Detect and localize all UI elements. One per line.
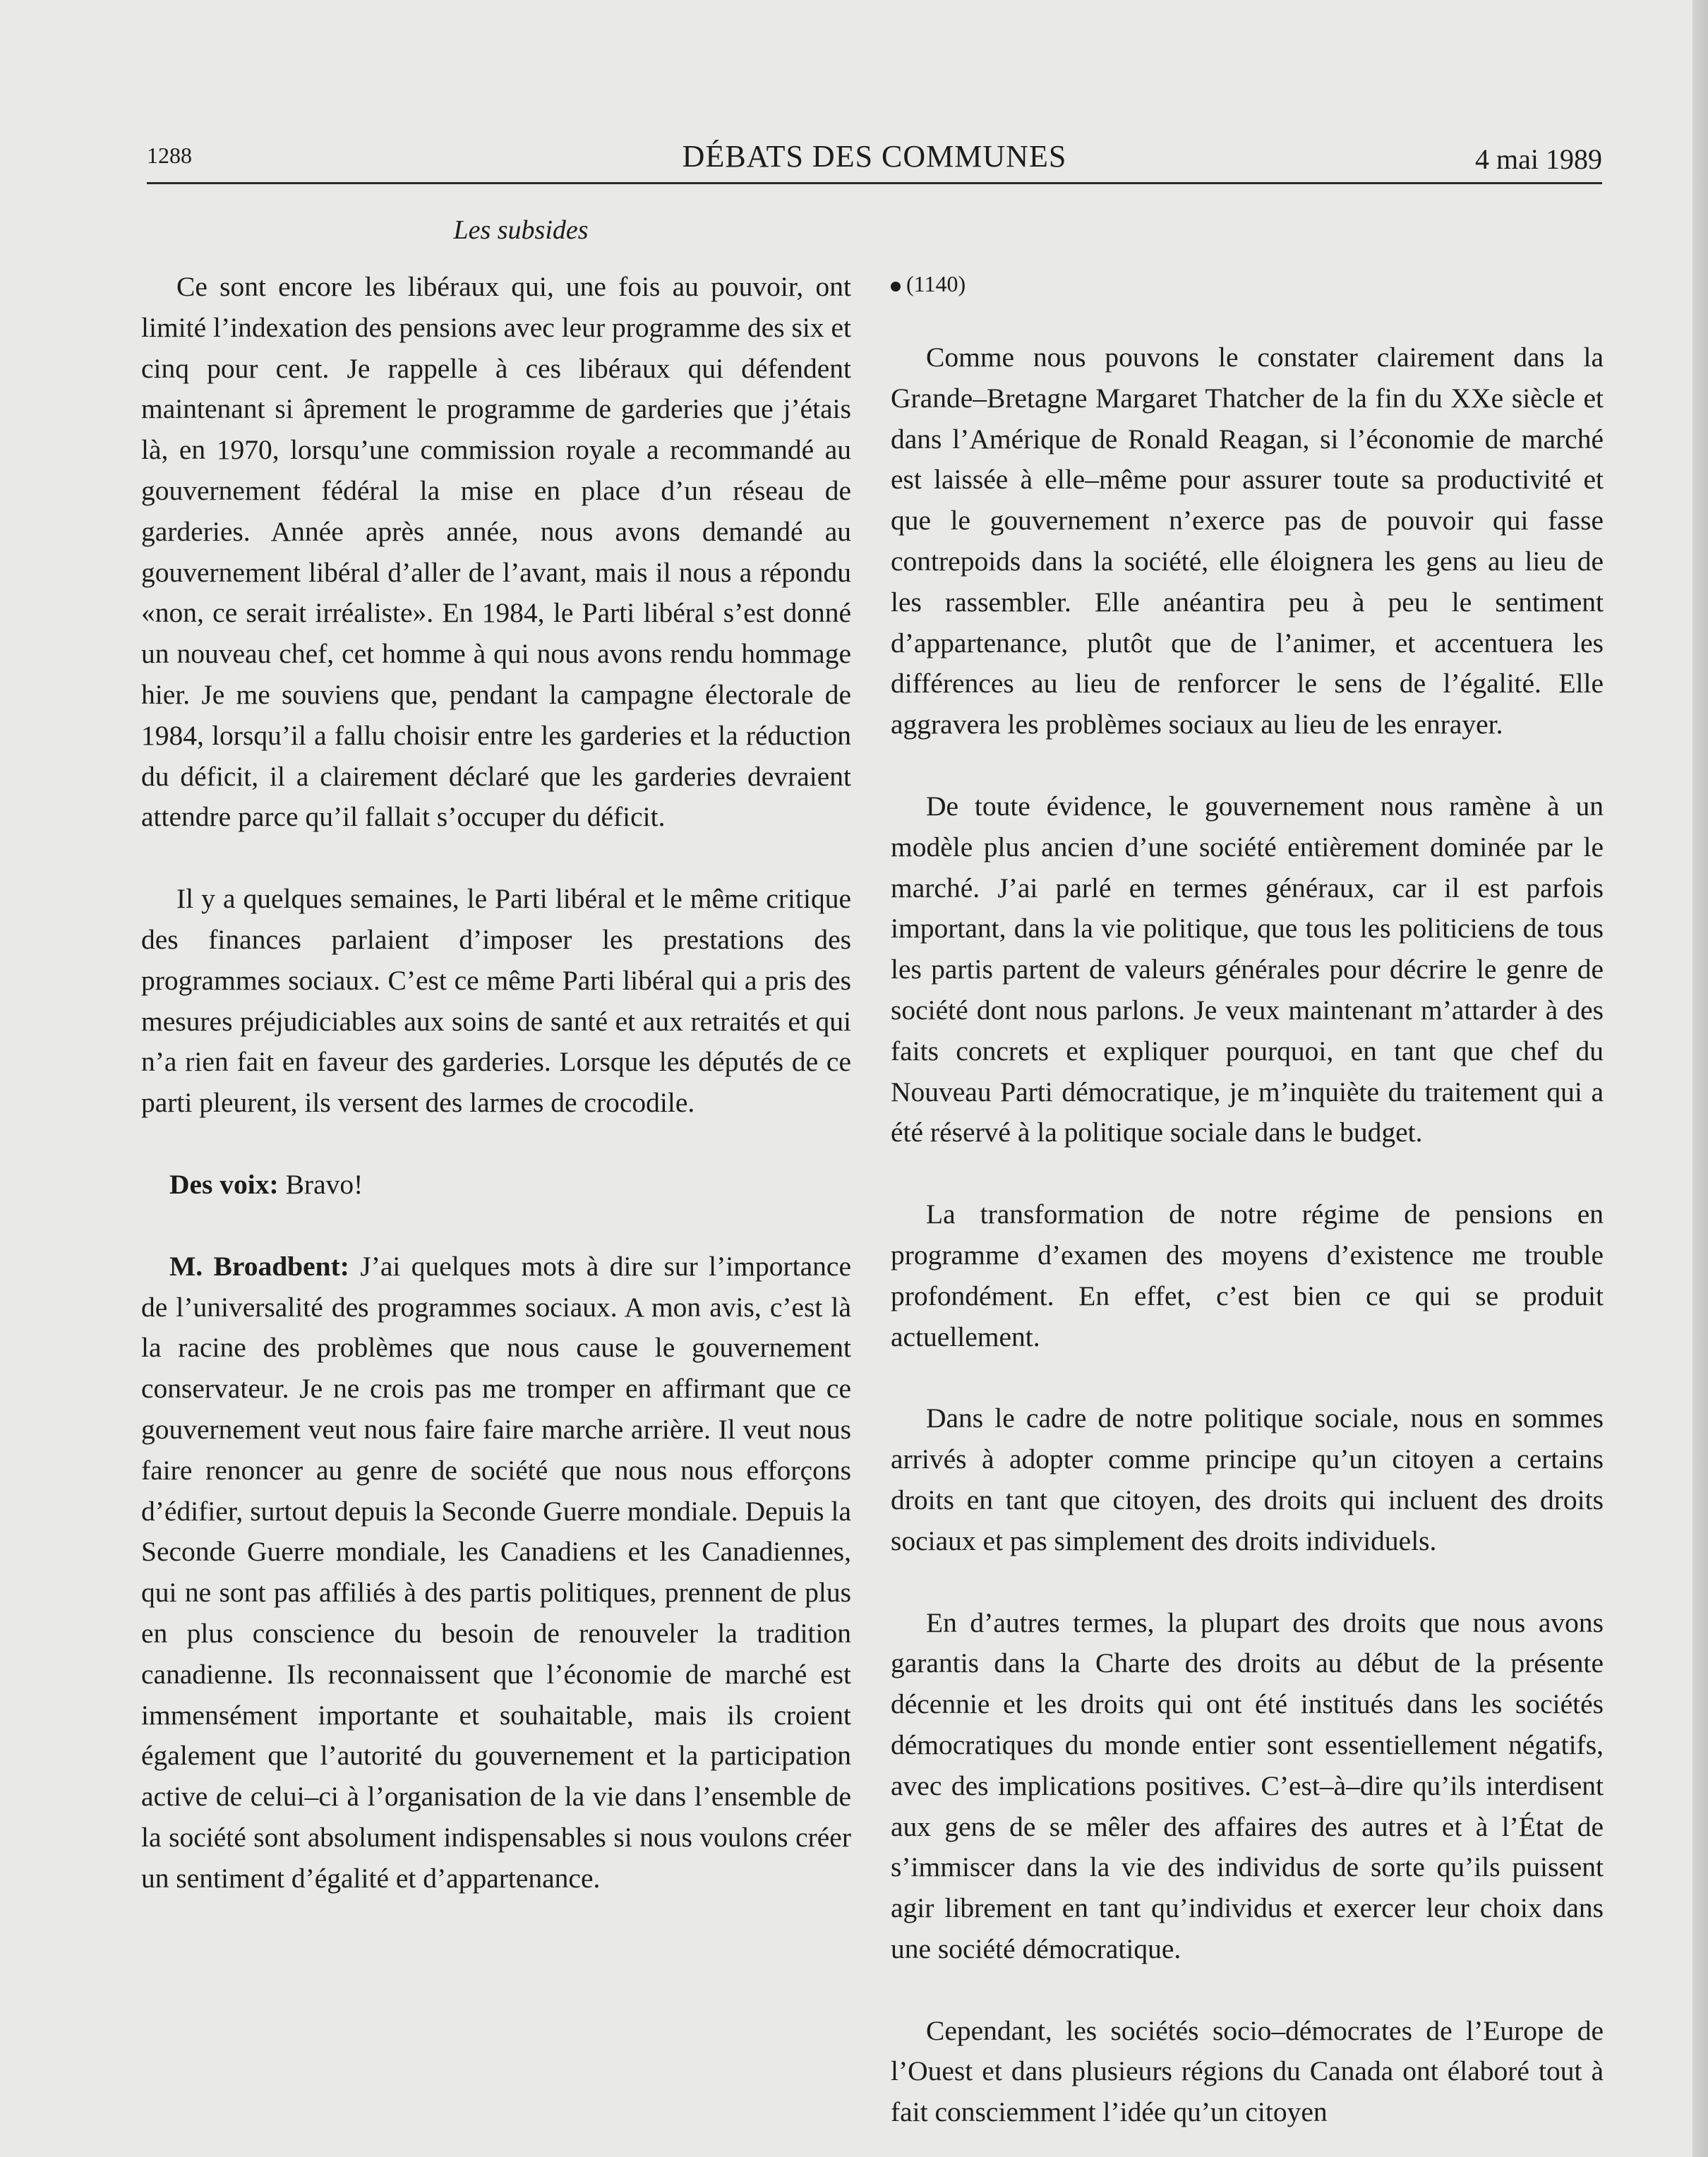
speaker-name: Des voix: bbox=[169, 1168, 279, 1200]
paragraph: Ce sont encore les libéraux qui, une fois au pouvoir, ont limité l’indexation des pensions avec leur programme des six et cinq pour cent. Je rappelle à ces libéraux qui défendent maintenant si âprement le programme de garderies que j’étais là, en 1970, lorsqu’une commission royale a recommandé au gouvernement fédéral la mise en place d’un réseau de garderies. Année après année, nous avons demandé au gouvernement libéral d’aller de l’avant, mais il nous a répondu «non, ce serait irréaliste». En 1984, le Parti libéral s’est donné un nouveau chef, cet homme à qui nous avons rendu hommage hier. Je me souviens que, pendant la campagne électorale de 1984, lorsqu’il a fallu choisir entre les garderies et la réduction du déficit, il a clairement déclaré que les garderies devraient attendre parce qu’il fallait s’occuper du déficit. bbox=[141, 271, 851, 833]
left-column bbox=[141, 212, 851, 1899]
speech bbox=[141, 1246, 851, 1899]
running-header bbox=[147, 138, 1602, 182]
paragraph: Cependant, les sociétés socio–démocrates de l’Europe de l’Ouest et dans plusieurs régions du Canada ont élaboré tout à fait consciemment l’idée qu’un citoyen bbox=[891, 2014, 1604, 2128]
header-date: 4 mai 1989 bbox=[1475, 143, 1602, 175]
paragraph: Dans le cadre de notre politique sociale, nous en sommes arrivés à adopter comme principe qu’un citoyen a certains droits en tant que citoyen, des droits qui incluent des droits sociaux et pas simplement des droits individuels. bbox=[891, 1402, 1604, 1556]
paragraph: Il y a quelques semaines, le Parti libéral et le même critique des finances parlaient d’imposer les prestations des programmes sociaux. C’est ce même Parti libéral qui a pris des mesures préjudiciables aux soins de santé et aux retraités et qui n’a rien fait en faveur des garderies. Lorsque les députés de ce parti pleurent, ils versent des larmes de crocodile. bbox=[141, 883, 851, 1119]
speaker-name: M. Broadbent: bbox=[169, 1250, 349, 1282]
time-marker-text: (1140) bbox=[906, 271, 966, 296]
paragraph: La transformation de notre régime de pensions en programme d’examen des moyens d’existence me trouble profondément. En effet, c’est bien ce qui se produit actuellement. bbox=[891, 1198, 1604, 1352]
time-marker bbox=[891, 268, 1604, 299]
bullet-icon bbox=[891, 282, 901, 292]
speech-text: J’ai quelques mots à dire sur l’importance de l’universalité des programmes sociaux. A mon avis, c’est là la racine des problèmes que nous cause le gouvernement conservateur. Je ne crois pas me tromper en affirmant que ce gouvernement veut nous faire faire marche arrière. Il veut nous faire renoncer au genre de société que nous nous efforçons d’édifier, surtout depuis la Seconde Guerre mondiale. Depuis la Seconde Guerre mondiale, les Canadiens et les Canadiennes, qui ne sont pas affiliés à des partis politiques, prennent de plus en plus conscience du besoin de renouveler la tradition canadienne. Ils reconnaissent que l’économie de marché est immensément importante et souhaitable, mais ils croient également que l’autorité du gouvernement et la participation active de celui–ci à l’organisation de la vie dans l’ensemble de la société sont absolument indispensables si nous voulons créer un sentiment d’égalité et d’appartenance. bbox=[141, 1250, 851, 1894]
section-title: Les subsides bbox=[453, 215, 589, 245]
paragraph: De toute évidence, le gouvernement nous ramène à un modèle plus ancien d’une société entièrement dominée par le marché. J’ai parlé en termes généraux, car il est parfois important, dans la vie politique, que tous les politiciens de tous les partis partent de valeurs générales pour décrire le genre de société dont nous parlons. Je veux maintenant m’attarder à des faits concrets et expliquer pourquoi, en tant que chef du Nouveau Parti démocratique, je m’inquiète du traitement qui a été réservé à la politique sociale dans le budget. bbox=[891, 790, 1604, 1148]
page-edge-shadow bbox=[1692, 0, 1708, 2157]
page-number: 1288 bbox=[147, 143, 192, 168]
header-rule bbox=[147, 182, 1602, 184]
publication-title: DÉBATS DES COMMUNES bbox=[682, 139, 1067, 174]
interjection-text: Bravo! bbox=[278, 1168, 363, 1200]
paragraph: En d’autres termes, la plupart des droits que nous avons garantis dans la Charte des droits au début de la présente décennie et les droits qui ont été institués dans les sociétés démocratiques du monde entier sont essentiellement négatifs, avec des implications positives. C’est–à–dire qu’ils interdisent aux gens de se mêler des affaires des autres et à l’État de s’immiscer dans la vie des individus de sorte qu’ils puissent agir librement en tant qu’individus et exercer leur choix dans une société démocratique. bbox=[891, 1606, 1604, 1964]
right-column bbox=[891, 268, 1604, 2133]
paragraph: Comme nous pouvons le constater clairement dans la Grande–Bretagne Margaret Thatcher de la fin du XXe siècle et dans l’Amérique de Ronald Reagan, si l’économie de marché est laissée à elle–même pour assurer toute sa productivité et que le gouvernement n’exerce pas de pouvoir qui fasse contrepoids dans la société, elle éloignera les gens au lieu de les rassembler. Elle anéantira peu à peu le sentiment d’appartenance, plutôt que de l’animer, et accentuera les différences au lieu de renforcer le sens de l’égalité. Elle aggravera les problèmes sociaux au lieu de les enrayer. bbox=[891, 342, 1604, 740]
interjection bbox=[141, 1165, 851, 1206]
